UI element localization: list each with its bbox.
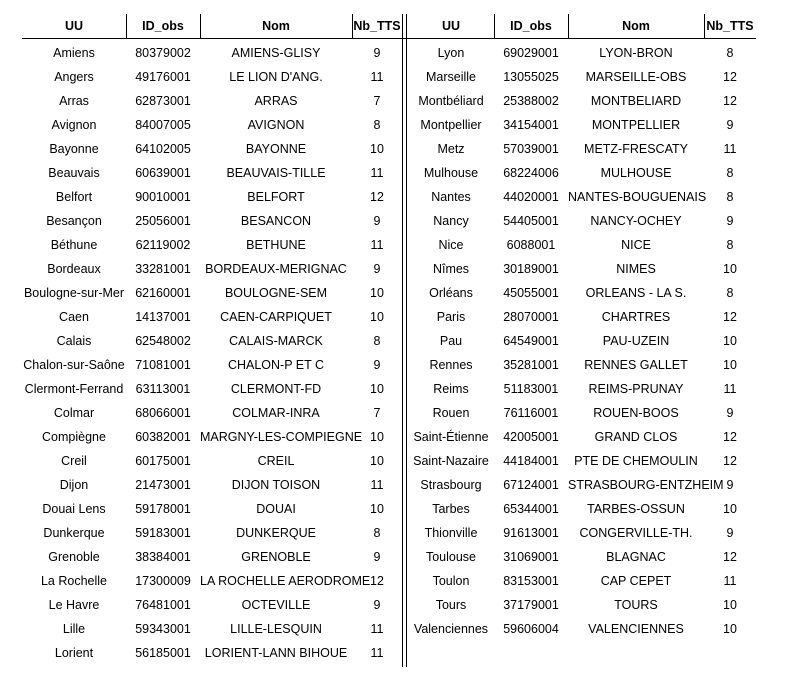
right-uu-cell: Lyon <box>437 46 465 60</box>
right-nom-cell: CHARTRES <box>601 310 671 324</box>
header-nb-tts: Nb_TTS <box>706 19 754 33</box>
right-id-obs-cell: 28070001 <box>503 310 559 324</box>
right-nom-cell: MONTBELIARD <box>590 94 682 108</box>
left-uu-cell: Bayonne <box>49 142 99 156</box>
left-uu-cell: Dunkerque <box>43 526 105 540</box>
left-nb-tts-cell: 9 <box>373 46 381 60</box>
right-nb-tts-cell: 10 <box>723 502 737 516</box>
table-row <box>22 377 756 401</box>
right-uu-cell: Valenciennes <box>413 622 489 636</box>
right-uu-cell: Reims <box>433 382 469 396</box>
right-uu-cell: Orléans <box>429 286 473 300</box>
right-nb-tts-cell: 12 <box>723 94 737 108</box>
header-column-divider <box>704 14 705 38</box>
left-id-obs-cell: 60639001 <box>135 166 191 180</box>
right-nom-cell: BLAGNAC <box>606 550 666 564</box>
left-nom-cell: CAEN-CARPIQUET <box>220 310 332 324</box>
right-nom-cell: VALENCIENNES <box>588 622 684 636</box>
table-row <box>22 209 756 233</box>
right-nb-tts-cell: 9 <box>726 526 734 540</box>
left-nom-cell: DIJON TOISON <box>231 478 321 492</box>
right-id-obs-cell: 64549001 <box>503 334 559 348</box>
center-double-divider <box>406 14 407 667</box>
right-id-obs-cell: 45055001 <box>503 286 559 300</box>
right-id-obs-cell: 83153001 <box>503 574 559 588</box>
left-nb-tts-cell: 10 <box>370 382 384 396</box>
table-row <box>22 281 756 305</box>
left-nb-tts-cell: 7 <box>373 94 381 108</box>
left-uu-cell: La Rochelle <box>40 574 107 588</box>
right-uu-cell: Strasbourg <box>420 478 482 492</box>
right-nb-tts-cell: 8 <box>726 286 734 300</box>
left-uu-cell: Compiègne <box>42 430 106 444</box>
left-nom-cell: LORIENT-LANN BIHOUE <box>204 646 348 660</box>
table-row <box>22 497 756 521</box>
left-nom-cell: LE LION D'ANG. <box>229 70 323 84</box>
right-nb-tts-cell: 10 <box>723 334 737 348</box>
right-uu-cell: Nîmes <box>432 262 470 276</box>
right-nb-tts-cell: 9 <box>726 406 734 420</box>
right-id-obs-cell: 51183001 <box>503 382 559 396</box>
table-row <box>22 161 756 185</box>
right-id-obs-cell: 44020001 <box>503 190 559 204</box>
left-id-obs-cell: 63113001 <box>135 382 191 396</box>
right-nom-cell: MARSEILLE-OBS <box>585 70 687 84</box>
right-nb-tts-cell: 8 <box>726 166 734 180</box>
left-nb-tts-cell: 10 <box>370 310 384 324</box>
left-id-obs-cell: 62873001 <box>135 94 191 108</box>
left-uu-cell: Calais <box>56 334 92 348</box>
right-uu-cell: Metz <box>437 142 465 156</box>
left-nom-cell: BELFORT <box>247 190 305 204</box>
left-nb-tts-cell: 10 <box>370 286 384 300</box>
left-uu-cell: Clermont-Ferrand <box>24 382 124 396</box>
header-nb-tts: Nb_TTS <box>353 19 401 33</box>
right-id-obs-cell: 68224006 <box>503 166 559 180</box>
right-nb-tts-cell: 10 <box>723 358 737 372</box>
left-id-obs-cell: 38384001 <box>135 550 191 564</box>
table-row <box>22 89 756 113</box>
left-nom-cell: DUNKERQUE <box>236 526 316 540</box>
left-nom-cell: CLERMONT-FD <box>230 382 322 396</box>
table-row <box>22 353 756 377</box>
left-uu-cell: Le Havre <box>48 598 100 612</box>
right-id-obs-cell: 42005001 <box>503 430 559 444</box>
left-uu-cell: Lille <box>62 622 86 636</box>
left-uu-cell: Béthune <box>50 238 98 252</box>
right-uu-cell: Rennes <box>429 358 473 372</box>
left-nb-tts-cell: 9 <box>373 550 381 564</box>
left-id-obs-cell: 14137001 <box>135 310 191 324</box>
left-uu-cell: Besançon <box>46 214 102 228</box>
left-id-obs-cell: 62548002 <box>135 334 191 348</box>
left-id-obs-cell: 17300009 <box>135 574 191 588</box>
left-nom-cell: CREIL <box>257 454 295 468</box>
right-nb-tts-cell: 10 <box>723 262 737 276</box>
right-nom-cell: TOURS <box>614 598 658 612</box>
header-uu: UU <box>441 19 461 33</box>
right-uu-cell: Paris <box>436 310 466 324</box>
left-id-obs-cell: 90010001 <box>135 190 191 204</box>
right-nom-cell: MULHOUSE <box>600 166 672 180</box>
header-divider <box>22 38 756 39</box>
left-nom-cell: AMIENS-GLISY <box>231 46 321 60</box>
right-id-obs-cell: 59606004 <box>503 622 559 636</box>
table-row <box>22 113 756 137</box>
left-id-obs-cell: 60175001 <box>135 454 191 468</box>
left-uu-cell: Amiens <box>53 46 95 60</box>
right-uu-cell: Toulouse <box>425 550 477 564</box>
table-row <box>22 545 756 569</box>
left-uu-cell: Beauvais <box>48 166 100 180</box>
right-nb-tts-cell: 12 <box>723 70 737 84</box>
left-nb-tts-cell: 9 <box>373 214 381 228</box>
left-id-obs-cell: 60382001 <box>135 430 191 444</box>
left-uu-cell: Dijon <box>59 478 89 492</box>
header-id-obs: ID_obs <box>510 19 552 33</box>
right-nom-cell: NICE <box>621 238 651 252</box>
table-row <box>22 305 756 329</box>
left-nom-cell: CALAIS-MARCK <box>229 334 323 348</box>
right-id-obs-cell: 57039001 <box>503 142 559 156</box>
left-id-obs-cell: 64102005 <box>135 142 191 156</box>
left-nom-cell: GRENOBLE <box>241 550 311 564</box>
left-nom-cell: LA ROCHELLE AERODROME <box>200 574 371 588</box>
left-uu-cell: Boulogne-sur-Mer <box>23 286 125 300</box>
left-id-obs-cell: 71081001 <box>135 358 191 372</box>
right-nb-tts-cell: 10 <box>723 622 737 636</box>
header-column-divider <box>568 14 569 38</box>
left-nom-cell: LILLE-LESQUIN <box>230 622 322 636</box>
left-nom-cell: CHALON-P ET C <box>227 358 325 372</box>
left-id-obs-cell: 33281001 <box>135 262 191 276</box>
table-row <box>22 569 756 593</box>
left-uu-cell: Bordeaux <box>47 262 101 276</box>
left-id-obs-cell: 62160001 <box>135 286 191 300</box>
left-nb-tts-cell: 10 <box>370 502 384 516</box>
right-uu-cell: Saint-Nazaire <box>413 454 489 468</box>
right-nom-cell: METZ-FRESCATY <box>584 142 688 156</box>
header-nom: Nom <box>262 19 290 33</box>
table-row <box>22 41 756 65</box>
left-nom-cell: ARRAS <box>254 94 298 108</box>
right-nom-cell: MONTPELLIER <box>591 118 681 132</box>
left-nom-cell: BAYONNE <box>245 142 307 156</box>
header-column-divider <box>494 14 495 38</box>
right-uu-cell: Toulon <box>432 574 470 588</box>
right-nom-cell: CAP CEPET <box>600 574 672 588</box>
center-double-divider <box>402 14 403 667</box>
table-row <box>22 401 756 425</box>
right-id-obs-cell: 76116001 <box>503 406 559 420</box>
left-uu-cell: Colmar <box>53 406 95 420</box>
right-id-obs-cell: 91613001 <box>503 526 559 540</box>
left-uu-cell: Lorient <box>54 646 94 660</box>
right-id-obs-cell: 67124001 <box>503 478 559 492</box>
left-nom-cell: DOUAI <box>256 502 296 516</box>
right-nom-cell: ROUEN-BOOS <box>593 406 679 420</box>
left-uu-cell: Belfort <box>55 190 93 204</box>
right-uu-cell: Pau <box>439 334 463 348</box>
right-nb-tts-cell: 9 <box>726 478 734 492</box>
left-nb-tts-cell: 11 <box>370 166 384 180</box>
table-row <box>22 425 756 449</box>
left-id-obs-cell: 25056001 <box>135 214 191 228</box>
left-nb-tts-cell: 9 <box>373 262 381 276</box>
left-nom-cell: BETHUNE <box>246 238 306 252</box>
right-nb-tts-cell: 8 <box>726 238 734 252</box>
left-id-obs-cell: 49176001 <box>135 70 191 84</box>
table-row <box>22 185 756 209</box>
right-nb-tts-cell: 9 <box>726 214 734 228</box>
left-nom-cell: MARGNY-LES-COMPIEGNE <box>200 430 363 444</box>
right-nb-tts-cell: 12 <box>723 310 737 324</box>
right-nb-tts-cell: 11 <box>723 574 737 588</box>
left-nom-cell: BESANCON <box>240 214 312 228</box>
right-id-obs-cell: 37179001 <box>503 598 559 612</box>
left-uu-cell: Douai Lens <box>42 502 106 516</box>
right-nb-tts-cell: 12 <box>723 454 737 468</box>
left-id-obs-cell: 59343001 <box>135 622 191 636</box>
right-nb-tts-cell: 8 <box>726 46 734 60</box>
left-nb-tts-cell: 9 <box>373 358 381 372</box>
left-nb-tts-cell: 8 <box>373 334 381 348</box>
left-id-obs-cell: 76481001 <box>135 598 191 612</box>
table-row <box>22 137 756 161</box>
left-nb-tts-cell: 11 <box>370 478 384 492</box>
right-id-obs-cell: 13055025 <box>503 70 559 84</box>
left-nb-tts-cell: 9 <box>373 598 381 612</box>
left-nom-cell: OCTEVILLE <box>241 598 311 612</box>
right-id-obs-cell: 6088001 <box>506 238 556 252</box>
right-uu-cell: Marseille <box>425 70 476 84</box>
right-uu-cell: Tarbes <box>432 502 470 516</box>
left-nb-tts-cell: 7 <box>373 406 381 420</box>
right-nom-cell: NIMES <box>616 262 656 276</box>
right-nb-tts-cell: 11 <box>723 382 737 396</box>
header-uu: UU <box>64 19 84 33</box>
table-row <box>22 593 756 617</box>
right-nom-cell: PAU-UZEIN <box>602 334 670 348</box>
right-nom-cell: RENNES GALLET <box>584 358 688 372</box>
right-id-obs-cell: 31069001 <box>503 550 559 564</box>
table-row <box>22 521 756 545</box>
table-row <box>22 329 756 353</box>
header-nom: Nom <box>622 19 650 33</box>
header-column-divider <box>126 14 127 38</box>
right-id-obs-cell: 35281001 <box>503 358 559 372</box>
left-nb-tts-cell: 12 <box>370 190 384 204</box>
right-nom-cell: CONGERVILLE-TH. <box>579 526 693 540</box>
table-row <box>22 617 756 641</box>
left-nb-tts-cell: 11 <box>370 622 384 636</box>
left-nb-tts-cell: 12 <box>370 574 384 588</box>
right-nb-tts-cell: 12 <box>723 550 737 564</box>
left-nom-cell: BOULOGNE-SEM <box>224 286 328 300</box>
right-uu-cell: Montpellier <box>420 118 482 132</box>
left-uu-cell: Chalon-sur-Saône <box>23 358 125 372</box>
left-nb-tts-cell: 11 <box>370 238 384 252</box>
right-nom-cell: LYON-BRON <box>599 46 673 60</box>
left-nb-tts-cell: 11 <box>370 646 384 660</box>
right-id-obs-cell: 44184001 <box>503 454 559 468</box>
left-uu-cell: Grenoble <box>48 550 100 564</box>
right-id-obs-cell: 25388002 <box>503 94 559 108</box>
left-id-obs-cell: 80379002 <box>135 46 191 60</box>
right-id-obs-cell: 30189001 <box>503 262 559 276</box>
table-row <box>22 473 756 497</box>
right-id-obs-cell: 69029001 <box>503 46 559 60</box>
left-nom-cell: COLMAR-INRA <box>232 406 320 420</box>
right-uu-cell: Nancy <box>433 214 469 228</box>
left-id-obs-cell: 62119002 <box>135 238 191 252</box>
header-id-obs: ID_obs <box>142 19 184 33</box>
right-nom-cell: TARBES-OSSUN <box>587 502 685 516</box>
right-nb-tts-cell: 9 <box>726 118 734 132</box>
right-nom-cell: GRAND CLOS <box>594 430 678 444</box>
left-uu-cell: Arras <box>59 94 89 108</box>
right-nom-cell: PTE DE CHEMOULIN <box>574 454 698 468</box>
right-nom-cell: REIMS-PRUNAY <box>588 382 684 396</box>
left-nb-tts-cell: 10 <box>370 142 384 156</box>
left-nom-cell: BEAUVAIS-TILLE <box>226 166 326 180</box>
right-nb-tts-cell: 11 <box>723 142 737 156</box>
right-uu-cell: Tours <box>435 598 467 612</box>
left-uu-cell: Avignon <box>51 118 97 132</box>
left-nb-tts-cell: 11 <box>370 70 384 84</box>
right-nom-cell: STRASBOURG-ENTZHEIM <box>568 478 724 492</box>
right-id-obs-cell: 34154001 <box>503 118 559 132</box>
right-nom-cell: NANTES-BOUGUENAIS <box>568 190 707 204</box>
right-id-obs-cell: 65344001 <box>503 502 559 516</box>
left-nb-tts-cell: 8 <box>373 118 381 132</box>
right-nb-tts-cell: 8 <box>726 190 734 204</box>
right-nb-tts-cell: 10 <box>723 598 737 612</box>
right-uu-cell: Rouen <box>432 406 470 420</box>
table-row <box>22 449 756 473</box>
right-uu-cell: Saint-Étienne <box>413 430 489 444</box>
right-nb-tts-cell: 12 <box>723 430 737 444</box>
left-id-obs-cell: 84007005 <box>135 118 191 132</box>
right-uu-cell: Nice <box>438 238 464 252</box>
left-nom-cell: BORDEAUX-MERIGNAC <box>205 262 347 276</box>
right-id-obs-cell: 54405001 <box>503 214 559 228</box>
table-row <box>22 233 756 257</box>
left-id-obs-cell: 59183001 <box>135 526 191 540</box>
header-row <box>22 14 756 38</box>
left-nb-tts-cell: 10 <box>370 430 384 444</box>
right-uu-cell: Montbéliard <box>418 94 484 108</box>
header-column-divider <box>200 14 201 38</box>
header-column-divider <box>352 14 353 38</box>
left-uu-cell: Caen <box>59 310 89 324</box>
left-id-obs-cell: 59178001 <box>135 502 191 516</box>
left-id-obs-cell: 68066001 <box>135 406 191 420</box>
left-uu-cell: Angers <box>54 70 94 84</box>
left-nom-cell: AVIGNON <box>247 118 305 132</box>
right-nom-cell: ORLEANS - LA S. <box>585 286 687 300</box>
left-id-obs-cell: 21473001 <box>135 478 191 492</box>
left-nb-tts-cell: 10 <box>370 454 384 468</box>
right-nom-cell: NANCY-OCHEY <box>590 214 682 228</box>
right-uu-cell: Thionville <box>424 526 478 540</box>
stations-table <box>22 14 756 667</box>
table-row <box>22 257 756 281</box>
left-nb-tts-cell: 8 <box>373 526 381 540</box>
right-uu-cell: Mulhouse <box>423 166 479 180</box>
left-uu-cell: Creil <box>61 454 87 468</box>
left-id-obs-cell: 56185001 <box>135 646 191 660</box>
table-row <box>22 65 756 89</box>
right-uu-cell: Nantes <box>431 190 471 204</box>
table-row <box>22 641 756 665</box>
